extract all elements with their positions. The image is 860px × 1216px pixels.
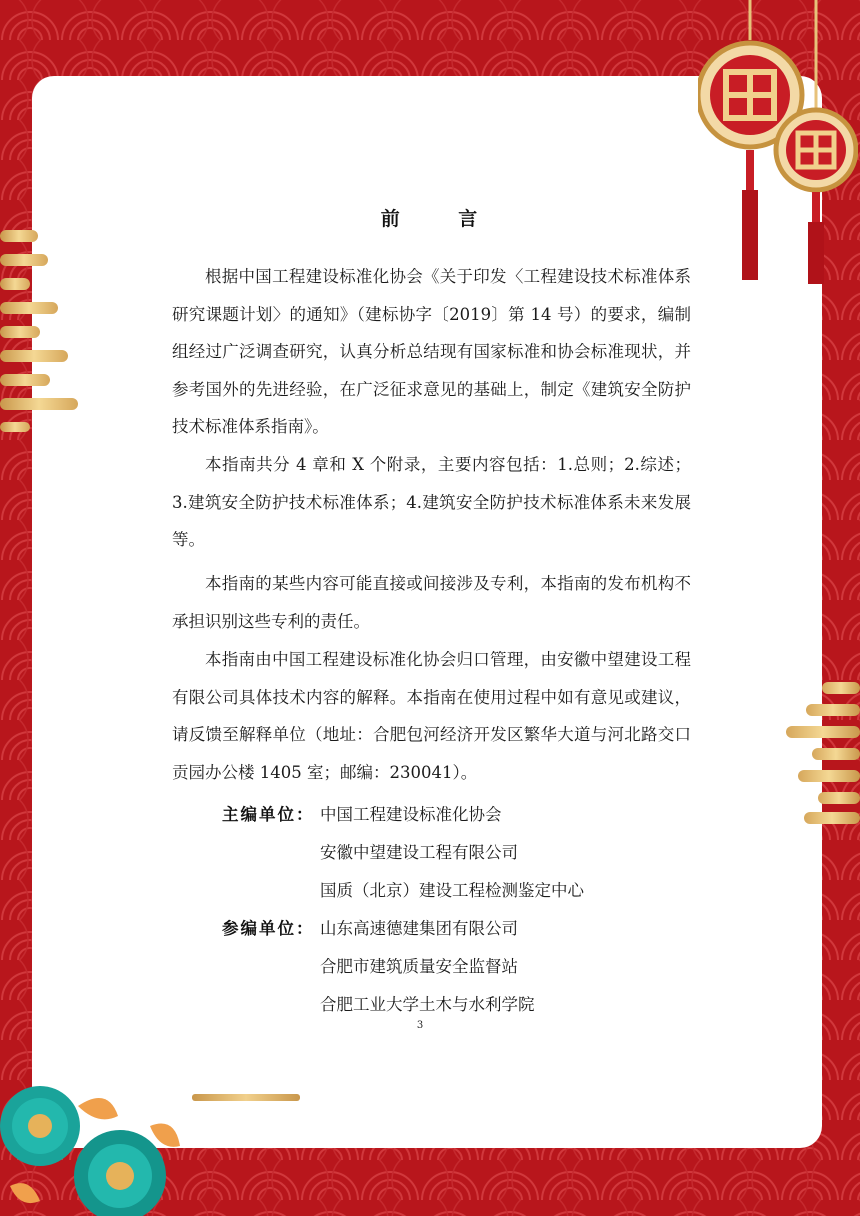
preface-paragraph-4: 本指南由中国工程建设标准化协会归口管理，由安徽中望建设工程有限公司具体技术内容的解释。本指南在使用过程中如有意见或建议，请反馈至解释单位（地址：合肥包河经济开发区繁华大道与河北路交口贡园办公楼 1405 室；邮编：230041）。 [172, 650, 691, 782]
participant-label: 参编单位： [222, 919, 315, 938]
gold-divider-bar [192, 1094, 300, 1101]
gold-cloud-stripes-icon [0, 226, 82, 436]
chief-editor-2: 安徽中望建设工程有限公司 [320, 843, 518, 862]
gold-cloud-stripes-icon [782, 678, 860, 828]
preface-paragraph-2: 本指南共分 4 章和 X 个附录，主要内容包括：1.总则；2.综述；3.建筑安全防护技术标准体系；4.建筑安全防护技术标准体系未来发展等。 [172, 455, 691, 549]
page-title: 前 言 [380, 208, 504, 230]
chief-editor-3: 国质（北京）建设工程检测鉴定中心 [320, 881, 584, 900]
chinese-knot-lantern-icon [698, 0, 858, 290]
participant-1: 山东高速德建集团有限公司 [320, 919, 518, 938]
page-number: 3 [416, 1020, 424, 1031]
preface-paragraph-1: 根据中国工程建设标准化协会《关于印发〈工程建设技术标准体系研究课题计划〉的通知》（建标协字〔2019〕第 14 号）的要求，编制组经过广泛调查研究，认真分析总结现有国家标准和协会标准现状，并参考国外的先进经验，在广泛征求意见的基础上，制定《建筑安全防护技术标准体系指南》。 [172, 267, 691, 436]
chief-editor-1: 中国工程建设标准化协会 [320, 805, 502, 824]
participant-3: 合肥工业大学土木与水利学院 [320, 995, 535, 1014]
peony-flower-icon [0, 1066, 200, 1216]
participant-2: 合肥市建筑质量安全监督站 [320, 957, 518, 976]
preface-paragraph-3: 本指南的某些内容可能直接或间接涉及专利，本指南的发布机构不承担识别这些专利的责任。 [172, 574, 691, 631]
chief-editor-label: 主编单位： [222, 805, 315, 824]
